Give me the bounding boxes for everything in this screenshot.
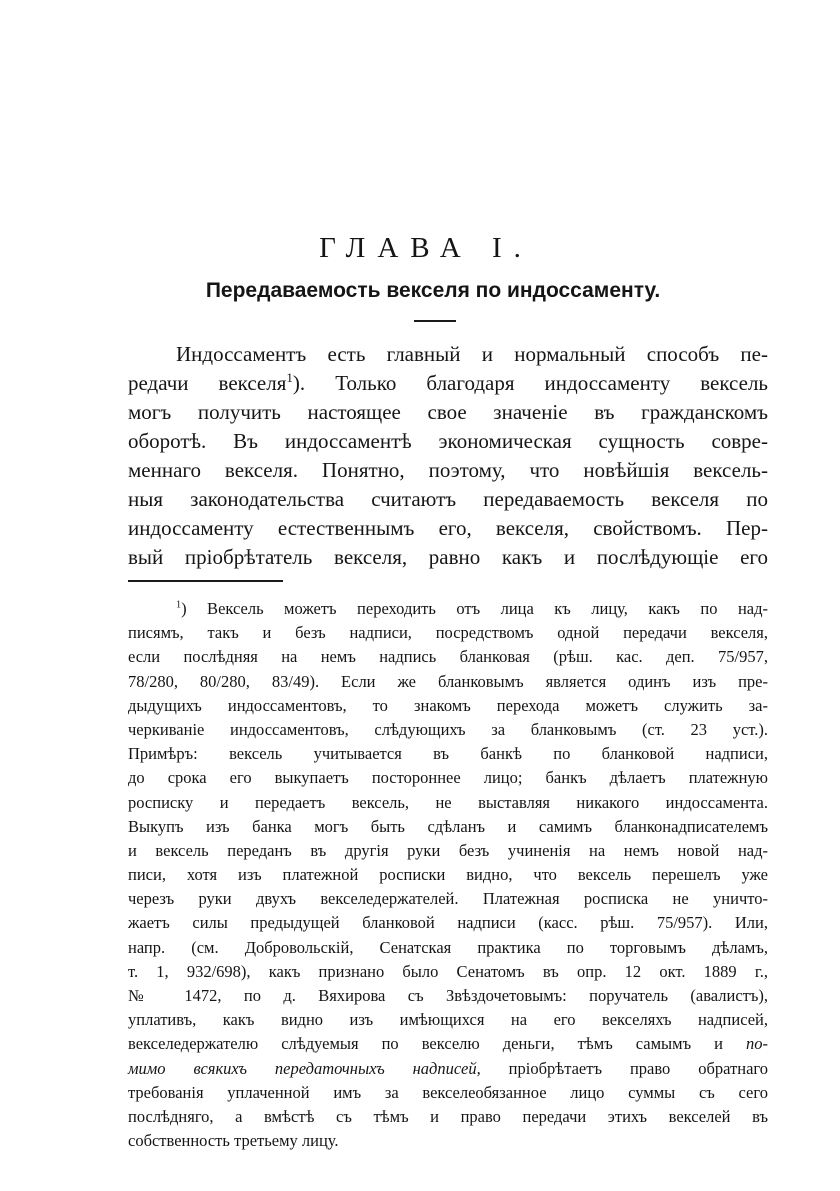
footnote-line: писямъ, такъ и безъ надписи, посредствомъ одной передачи векселя, [128,623,768,643]
footnote-line: черезъ руки двухъ векселедержателей. Платежная росписка не уничто- [128,889,768,909]
footnote-line [128,1057,768,1081]
footnote-line: Выкупъ изъ банка могъ быть сдѣланъ и самимъ бланконадписателемъ [128,816,768,836]
chapter-heading: ГЛАВА I. [319,232,533,264]
footnote-line [128,1032,768,1056]
footnote-text-fragment: прiобрѣтаетъ право обратнаго [508,1058,769,1078]
footnote-rule [128,580,283,582]
footnote-line: 78/280, 80/280, 83/49). Если же бланковымъ является одинъ изъ пре- [128,671,768,691]
body-line: меннаго векселя. Понятно, поэтому, что новѣйшiя вексель- [128,458,768,482]
title-rule [414,320,456,322]
body-text-fragment: ). Только благодаря индоссаменту вексель [292,371,768,395]
footnote-line: напр. (см. Добровольскiй, Сенатская практика по торговымъ дѣламъ, [128,937,768,957]
footnote-italic-fragment: мимо всякихъ передаточныхъ надписей, [128,1058,481,1078]
body-line: вый прiобрѣтатель векселя, равно какъ и послѣдующiе его [128,545,768,569]
footnote-line: и вексель переданъ въ другiя руки безъ учиненiя на немъ новой над- [128,840,768,860]
body-line: ныя законодательства считаютъ передаваемость векселя по [128,487,768,511]
footnote-line: требованiя уплаченной имъ за векселеобязанное лицо суммы съ сего [128,1082,768,1102]
footnote-line: уплативъ, какъ видно изъ имѣющихся на его векселяхъ надписей, [128,1010,768,1030]
footnote-line: черкиванiе индоссаментовъ, слѣдующихъ за бланковымъ (ст. 23 уст.). [128,719,768,739]
chapter-title: Передаваемость векселя по индоссаменту. [205,279,661,302]
footnote [128,597,768,1153]
body-text-fragment: редачи векселя [128,371,287,395]
footnote-line: жаетъ силы предыдущей бланковой надписи (касс. рѣш. 75/957). Или, [128,913,768,933]
footnote-line: послѣдняго, а вмѣстѣ съ тѣмъ и право передачи этихъ векселей въ [128,1106,768,1126]
footnote-line: до срока его выкупаетъ постороннее лицо; банкъ дѣлаетъ платежную [128,768,768,788]
body-paragraph [128,340,768,572]
footnote-line: росписку и передаетъ вексель, не выставляя никакого индоссамента. [128,792,768,812]
body-line: индоссаменту естественнымъ его, векселя, свойствомъ. Пер- [128,516,768,540]
footnote-line: № 1472, по д. Вяхирова съ Звѣздочетовымъ: поручатель (авалистъ), [128,986,768,1005]
body-line: Индоссаментъ есть главный и нормальный способъ пе- [176,342,768,366]
footnote-italic-fragment: по- [746,1034,768,1054]
body-line [128,369,768,398]
body-line: могъ получить настоящее свое значенiе въ гражданскомъ [128,400,768,424]
footnote-line: Примѣръ: вексель учитывается въ банкѣ по бланковой надписи, [128,744,768,764]
footnote-line: если послѣдняя на немъ надпись бланковая (рѣш. кас. деп. 75/957, [128,647,768,667]
footnote-line: т. 1, 932/698), какъ признано было Сенатомъ въ опр. 12 окт. 1889 г., [128,961,768,981]
footnote-text-fragment: ) Вексель можетъ переходить отъ лица къ лицу, какъ по над- [181,599,768,618]
footnote-line: собственность третьему лицу. [128,1131,339,1151]
footnote-mark: 1 [176,599,182,611]
footnote-text-fragment: векселедержателю слѣдуемыя по векселю деньги, тѣмъ самымъ и [128,1034,723,1054]
footnote-line [128,597,768,621]
footnote-reference-mark: 1 [286,370,293,385]
footnote-line: дыдущихъ индоссаментовъ, то знакомъ перехода можетъ служить за- [128,695,768,715]
footnote-line: писи, хотя изъ платежной росписки видно, что вексель перешелъ уже [128,865,768,885]
body-line: оборотѣ. Въ индоссаментѣ экономическая сущность совре- [128,429,768,453]
